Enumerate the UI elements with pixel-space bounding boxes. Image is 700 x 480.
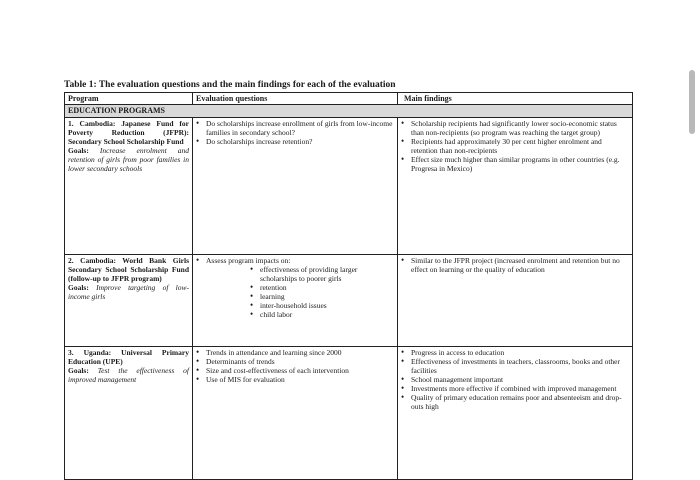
section-row <box>65 105 633 118</box>
table-row <box>65 255 633 347</box>
program-title: 2. Cambodia: World Bank Girls Secondary School Scholarship Fund (follow-up to JFPR program) <box>68 256 189 283</box>
section-title: EDUCATION PROGRAMS <box>65 105 633 118</box>
goals-text: Test the effectiveness of improved management <box>68 366 189 384</box>
program-title: 1. Cambodia: Japanese Fund for Poverty Reduction (JFPR): Secondary School Scholarship Fund <box>68 119 189 146</box>
finding-item: • Recipients had approximately 30 per cent higher enrolment and retention than non-recipients <box>401 137 629 155</box>
question-item: • Determinants of trends <box>196 357 394 366</box>
sub-question-item: • inter-household issues <box>250 301 394 310</box>
question-item: • Trends in attendance and learning since 2000 <box>196 348 394 357</box>
finding-item: • School management important <box>401 375 629 384</box>
question-item: • Assess program impacts on: <box>196 256 394 265</box>
table-row <box>65 347 633 480</box>
findings-cell <box>398 255 633 347</box>
program-cell <box>65 255 193 347</box>
sub-question-item: • learning <box>250 292 394 301</box>
questions-cell <box>193 255 398 347</box>
table-caption: Table 1: The evaluation questions and the main findings for each of the evaluation <box>64 80 396 90</box>
program-title: 3. Uganda: Universal Primary Education (UPE) <box>68 348 189 366</box>
evaluation-table <box>64 92 633 480</box>
program-cell <box>65 347 193 480</box>
question-item: • Do scholarships increase enrollment of girls from low-income families in secondary school? <box>196 119 394 137</box>
finding-item: • Quality of primary education remains poor and absenteeism and drop-outs high <box>401 393 629 411</box>
sub-question-item: • child labor <box>250 310 394 319</box>
questions-cell <box>193 118 398 255</box>
goals-text: Improve targeting of low-income girls <box>68 283 189 301</box>
header-program: Program <box>65 93 193 105</box>
findings-cell <box>398 118 633 255</box>
sub-question-item: • retention <box>250 283 394 292</box>
table-row <box>65 118 633 255</box>
table-header-row <box>65 93 633 105</box>
question-item: • Use of MIS for evaluation <box>196 375 394 384</box>
goals-label: Goals: <box>68 283 89 292</box>
sub-question-list <box>196 265 394 319</box>
finding-item: • Effectiveness of investments in teachers, classrooms, books and other facilities <box>401 357 629 375</box>
question-item: • Do scholarships increase retention? <box>196 137 394 146</box>
questions-cell <box>193 347 398 480</box>
goals-label: Goals: <box>68 366 89 375</box>
program-cell <box>65 118 193 255</box>
finding-item: • Investments more effective if combined with improved management <box>401 384 629 393</box>
goals-label: Goals: <box>68 146 89 155</box>
finding-item: • Effect size much higher than similar programs in other countries (e.g. Progresa in Mexico) <box>401 155 629 173</box>
scrollbar-thumb[interactable] <box>689 70 695 134</box>
document-page <box>64 80 632 480</box>
question-item: • Size and cost-effectiveness of each intervention <box>196 366 394 375</box>
finding-item: • Scholarship recipients had significantly lower socio-economic status than non-recipients (so program was reaching the target group) <box>401 119 629 137</box>
header-evaluation-questions: Evaluation questions <box>193 93 398 105</box>
finding-item: • Progress in access to education <box>401 348 629 357</box>
sub-question-item: • effectiveness of providing larger scholarships to poorer girls <box>250 265 394 283</box>
finding-item: • Similar to the JFPR project (increased enrolment and retention but no effect on learning or the quality of education <box>401 256 629 274</box>
findings-cell <box>398 347 633 480</box>
goals-text: Increase enrolment and retention of girls from poor families in lower secondary schools <box>68 146 189 173</box>
header-main-findings: Main findings <box>398 93 633 105</box>
